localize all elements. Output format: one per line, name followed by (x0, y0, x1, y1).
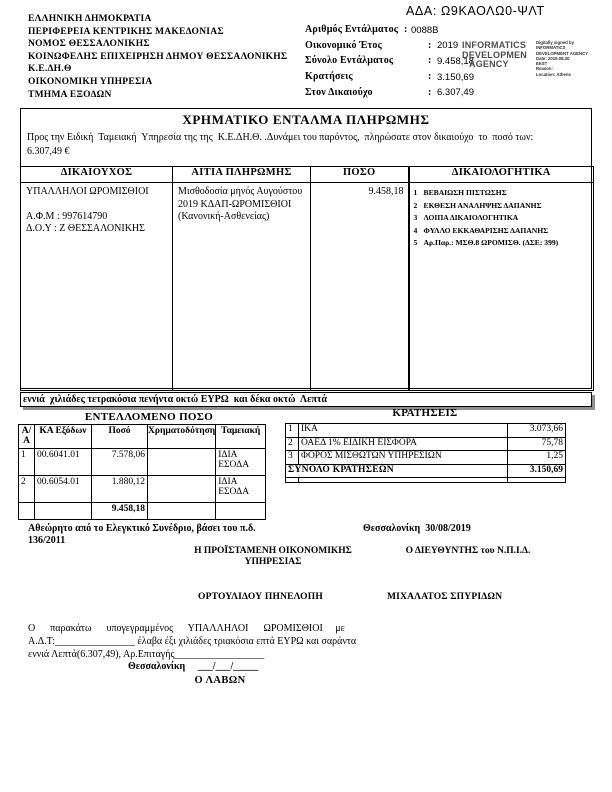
deductions-total-row (286, 464, 566, 478)
signatory-name-right: ΜΙΧΑΛΑΤΟΣ ΣΠΥΡΙΔΩΝ (387, 592, 503, 602)
stamp-line: AGENCY (469, 59, 509, 69)
header-aa: Α/Α (19, 425, 35, 449)
payment-order-box (20, 108, 592, 389)
header-payment-reason: ΑΙΤΙΑ ΠΛΗΡΩΜΗΣ (173, 167, 311, 183)
header-beneficiary: ΔΙΚΑΙΟΥΧΟΣ (21, 167, 173, 183)
receipt-line: Ο παρακάτω υπογεγραμμένος ΥΠΑΛΛΗΛΟΙ ΩΡΟΜΙΣΘΙΟΙ με (28, 623, 345, 634)
table-row (286, 451, 566, 465)
colon: : (404, 24, 408, 35)
document-item (414, 187, 593, 200)
deductions-total-amount: 3.150,69 (508, 464, 566, 478)
beneficiary-doy: Δ.Ο.Υ : Ζ ΘΕΣΣΑΛΟΝΙΚΗΣ (26, 223, 145, 234)
net-to-beneficiary-value: 6.307,49 (437, 87, 474, 99)
document-item-number: 4 (413, 225, 418, 235)
colon: : (428, 55, 432, 67)
stamp-line: DEVELOPMEN (462, 49, 528, 60)
stamp-detail-line: DEVELOPMENT AGENCY (536, 50, 589, 56)
ordered-amount-section-title: ΕΝΤΕΛΛΟΜΕΝΟ ΠΟΣΟ (84, 411, 214, 423)
table-row (286, 437, 566, 451)
supporting-documents-cell (409, 183, 594, 391)
org-line: ΝΟΜΟΣ ΘΕΣΣΑΛΟΝΙΚΗΣ (28, 39, 150, 50)
order-number-value: 0088Β (411, 24, 439, 36)
document-item (414, 212, 593, 225)
org-line: ΤΜΗΜΑ ΕΞΟΔΩΝ (28, 89, 112, 100)
payment-table (20, 166, 594, 391)
table-row (286, 424, 566, 438)
audit-exemption-note (28, 523, 358, 547)
signatory-name-left: ΟΡΤΟΥΛΙΔΟΥ ΠΗΝΕΛΟΠΗ (198, 592, 323, 602)
signature-title-line: Η ΠΡΟΪΣΤΑΜΕΝΗ ΟΙΚΟΝΟΜΙΚΗΣ (194, 546, 352, 556)
stamp-detail-line: INFORMATICS (536, 45, 566, 51)
document-item-number: 1 (413, 188, 418, 197)
intro-line-2: 6.307,49 € (27, 146, 70, 157)
order-number-row (305, 24, 605, 40)
issuing-authority-block (28, 13, 287, 101)
deductions-total-label: ΣΥΝΟΛΟ ΚΡΑΤΗΣΕΩΝ (286, 464, 508, 478)
row-amount: 1.880,12 (92, 476, 148, 503)
amount-cell: 9.458,18 (311, 183, 409, 391)
row-funding (148, 476, 216, 503)
ordered-amount-table (18, 424, 266, 520)
intro-line-1: Προς την Ειδική Ταμειακή Υπηρεσία της της Κ.Ε.ΔΗ.Θ. .Δυνάμει του παρόντος, πληρώσατε στον δικαιούχο το ποσό των: (27, 132, 534, 143)
document-item-text: ΕΚΘΕΣΗ ΑΝΑΛΗΨΗΣ ΔΑΠΑΝΗΣ (423, 200, 542, 210)
document-item-text: ΛΟΙΠΑ ΔΙΚΑΙΟΛΟΓΗΤΙΚΑ (423, 213, 519, 223)
deductions-table (285, 423, 566, 483)
document-item-number: 5 (413, 238, 418, 248)
digital-signature-stamp (462, 41, 527, 70)
header-treasury: Ταμειακή (216, 425, 266, 449)
colon: : (428, 71, 432, 83)
row-amount: 7.578,06 (92, 449, 148, 476)
order-number-label: Αριθμός Εντάλματος (305, 24, 399, 35)
org-line: ΕΛΛΗΝΙΚΗ ΔΗΜΟΚΡΑΤΙΑ (28, 14, 152, 24)
document-item-text: ΒΕΒΑΙΩΣΗ ΠΙΣΤΩΣΗΣ (423, 188, 507, 197)
colon: : (428, 39, 432, 51)
document-item (414, 200, 593, 213)
header-funding: Χρηματοδότηση (148, 425, 216, 449)
stamp-detail-line: Reason: (536, 66, 553, 72)
ada-code: ΑΔΑ: Ω9ΚΑΟΛΩ0-ΨΛΤ (406, 4, 545, 18)
receipt-line: Α.Δ.Τ:________________ έλαβα έξι χιλιάδες τριακόσια επτά ΕΥΡΩ και σαράντα (28, 636, 357, 647)
empty-cell (299, 478, 508, 483)
signature-title-line: ΥΠΗΡΕΣΙΑΣ (244, 557, 302, 567)
stamp-line: INFORMATICS (462, 40, 527, 50)
document-item-text: ΦΥΛΛΟ ΕΚΚΑΘΑΡΙΣΗΣ ΔΑΠΑΝΗΣ (423, 225, 549, 235)
signature-title-right: Ο ΔΙΕΥΘΥΝΤΗΣ του Ν.Π.Ι.Δ. (405, 546, 531, 556)
row-aa: 1 (19, 449, 35, 476)
empty-cell (19, 503, 35, 520)
deduction-number: 2 (286, 437, 299, 451)
city-and-date: Θεσσαλονίκη 30/08/2019 (363, 523, 471, 534)
stamp-detail-line: Digitally signed by (536, 40, 574, 45)
net-to-beneficiary-row (305, 87, 605, 103)
payment-reason-cell (173, 183, 311, 391)
row-expense-code: 00.6041.01 (35, 449, 92, 476)
document-item (414, 225, 593, 238)
deductions-value: 3.150,69 (437, 71, 474, 83)
empty-cell (148, 503, 216, 520)
net-to-beneficiary-label: Στον Δικαιούχο (305, 86, 373, 98)
deduction-name: ΟΑΕΔ 1% ΕΙΔΙΚΗ ΕΙΣΦΟΡΑ (299, 437, 508, 451)
fiscal-year-label: Οικονομικό Έτος (305, 39, 382, 51)
empty-cell (216, 503, 266, 520)
signature-title-left (183, 546, 363, 568)
payment-table-header-row (21, 167, 594, 183)
spacer (26, 199, 169, 211)
empty-cell (508, 478, 566, 483)
audit-exemption-line: Αθεώρητο από το Ελεγκτικό Συνέδριο, βάσει του π.δ. (28, 523, 256, 534)
header-amount: ΠΟΣΟ (311, 167, 409, 183)
row-aa: 2 (19, 476, 35, 503)
ordered-amount-total: 9.458,18 (92, 503, 148, 520)
document-item (414, 237, 593, 250)
beneficiary-cell (21, 183, 173, 391)
empty-cell (286, 478, 299, 483)
payment-table-body-row (21, 183, 594, 391)
row-expense-code: 00.6054.01 (35, 476, 92, 503)
deductions-section-title: ΚΡΑΤΗΣΕΙΣ (392, 407, 458, 419)
reason-line: (Κανονική-Ασθενείας) (178, 211, 270, 222)
document-item-number: 3 (413, 213, 418, 223)
empty-cell (35, 503, 92, 520)
stamp-detail-line: Date: 2019.08.30 (536, 55, 570, 61)
beneficiary-afm: Α.Φ.Μ : 997614790 (26, 210, 108, 222)
org-line: ΟΙΚΟΝΟΜΙΚΗ ΥΠΗΡΕΣΙΑ (28, 76, 153, 87)
deduction-number: 1 (286, 424, 299, 438)
row-funding (148, 449, 216, 476)
document-item-number: 2 (413, 200, 418, 210)
table-row (19, 449, 266, 476)
org-line: Κ.Ε.ΔΗ.Θ (28, 64, 72, 75)
header-expense-code: ΚΑ Εξόδων (35, 425, 92, 449)
document-item-text: Αρ.Παρ.: ΜΣΘ.8 ΩΡΟΜΙΣΘ. (ΔΣΕ: 399) (423, 238, 559, 248)
org-line: ΚΟΙΝΩΦΕΛΗΣ ΕΠΙΧΕΙΡΗΣΗ ΔΗΜΟΥ ΘΕΣΣΑΛΟΝΙΚΗΣ (28, 51, 288, 62)
receiver-label: Ο ΛΑΒΩΝ (194, 675, 246, 686)
deduction-amount: 1,25 (508, 451, 566, 465)
org-line: ΠΕΡΙΦΕΡΕΙΑ ΚΕΝΤΡΙΚΗΣ ΜΑΚΕΔΟΝΙΑΣ (28, 26, 224, 37)
table-row (19, 476, 266, 503)
fiscal-year-value: 2019 (437, 40, 459, 52)
deduction-amount: 75,78 (508, 437, 566, 451)
deduction-name: ΙΚΑ (299, 424, 508, 438)
deduction-amount: 3.073,66 (508, 424, 566, 438)
amount-in-words: εννιά χιλιάδες τετρακόσια πενήντα οκτώ ΕΥΡΩ και δέκα οκτώ Λεπτά (20, 392, 592, 407)
empty-row (286, 478, 566, 483)
row-treasury: ΙΔΙΑ ΕΣΟΔΑ (216, 476, 266, 503)
reason-line: 2019 ΚΔΑΠ-ΩΡΟΜΙΣΘΙΟΙ (178, 198, 292, 210)
stamp-detail-line: EEST (536, 61, 548, 67)
receipt-line: εννιά Λεπτά(6.307,49), Αρ.Επιταγής__________________ (28, 649, 265, 660)
header-supporting-documents: ΔΙΚΑΙΟΛΟΓΗΤΙΚΑ (409, 167, 594, 183)
header-amount: Ποσό (92, 425, 148, 449)
deduction-number: 3 (286, 451, 299, 465)
document-title: ΧΡΗΜΑΤΙΚΟ ΕΝΤΑΛΜΑ ΠΛΗΡΩΜΗΣ (182, 112, 430, 127)
digital-signature-details (536, 40, 610, 77)
deduction-name: ΦΟΡΟΣ ΜΙΣΘΩΤΩΝ ΥΠΗΡΕΣΙΩΝ (299, 451, 508, 465)
receipt-city-date-blank: Θεσσαλονίκη ___/___/_____ (128, 661, 259, 672)
reason-line: Μισθοδοσία μηνός Αυγούστου (178, 186, 303, 197)
deductions-label: Κρατήσεις (305, 71, 353, 83)
stamp-detail-line: Location: Athens (536, 71, 571, 77)
order-total-value: 9.458,18 (437, 55, 474, 67)
ordered-amount-header-row (19, 425, 266, 449)
receipt-declaration (28, 622, 408, 661)
colon: : (428, 86, 432, 98)
ordered-amount-total-row (19, 503, 266, 520)
audit-exemption-line: 136/2011 (28, 535, 66, 546)
row-treasury: ΙΔΙΑ ΕΣΟΔΑ (216, 449, 266, 476)
order-total-label: Σύνολο Εντάλματος (305, 55, 394, 67)
beneficiary-name: ΥΠΑΛΛΗΛΟΙ ΩΡΟΜΙΣΘΙΟΙ (26, 186, 149, 197)
